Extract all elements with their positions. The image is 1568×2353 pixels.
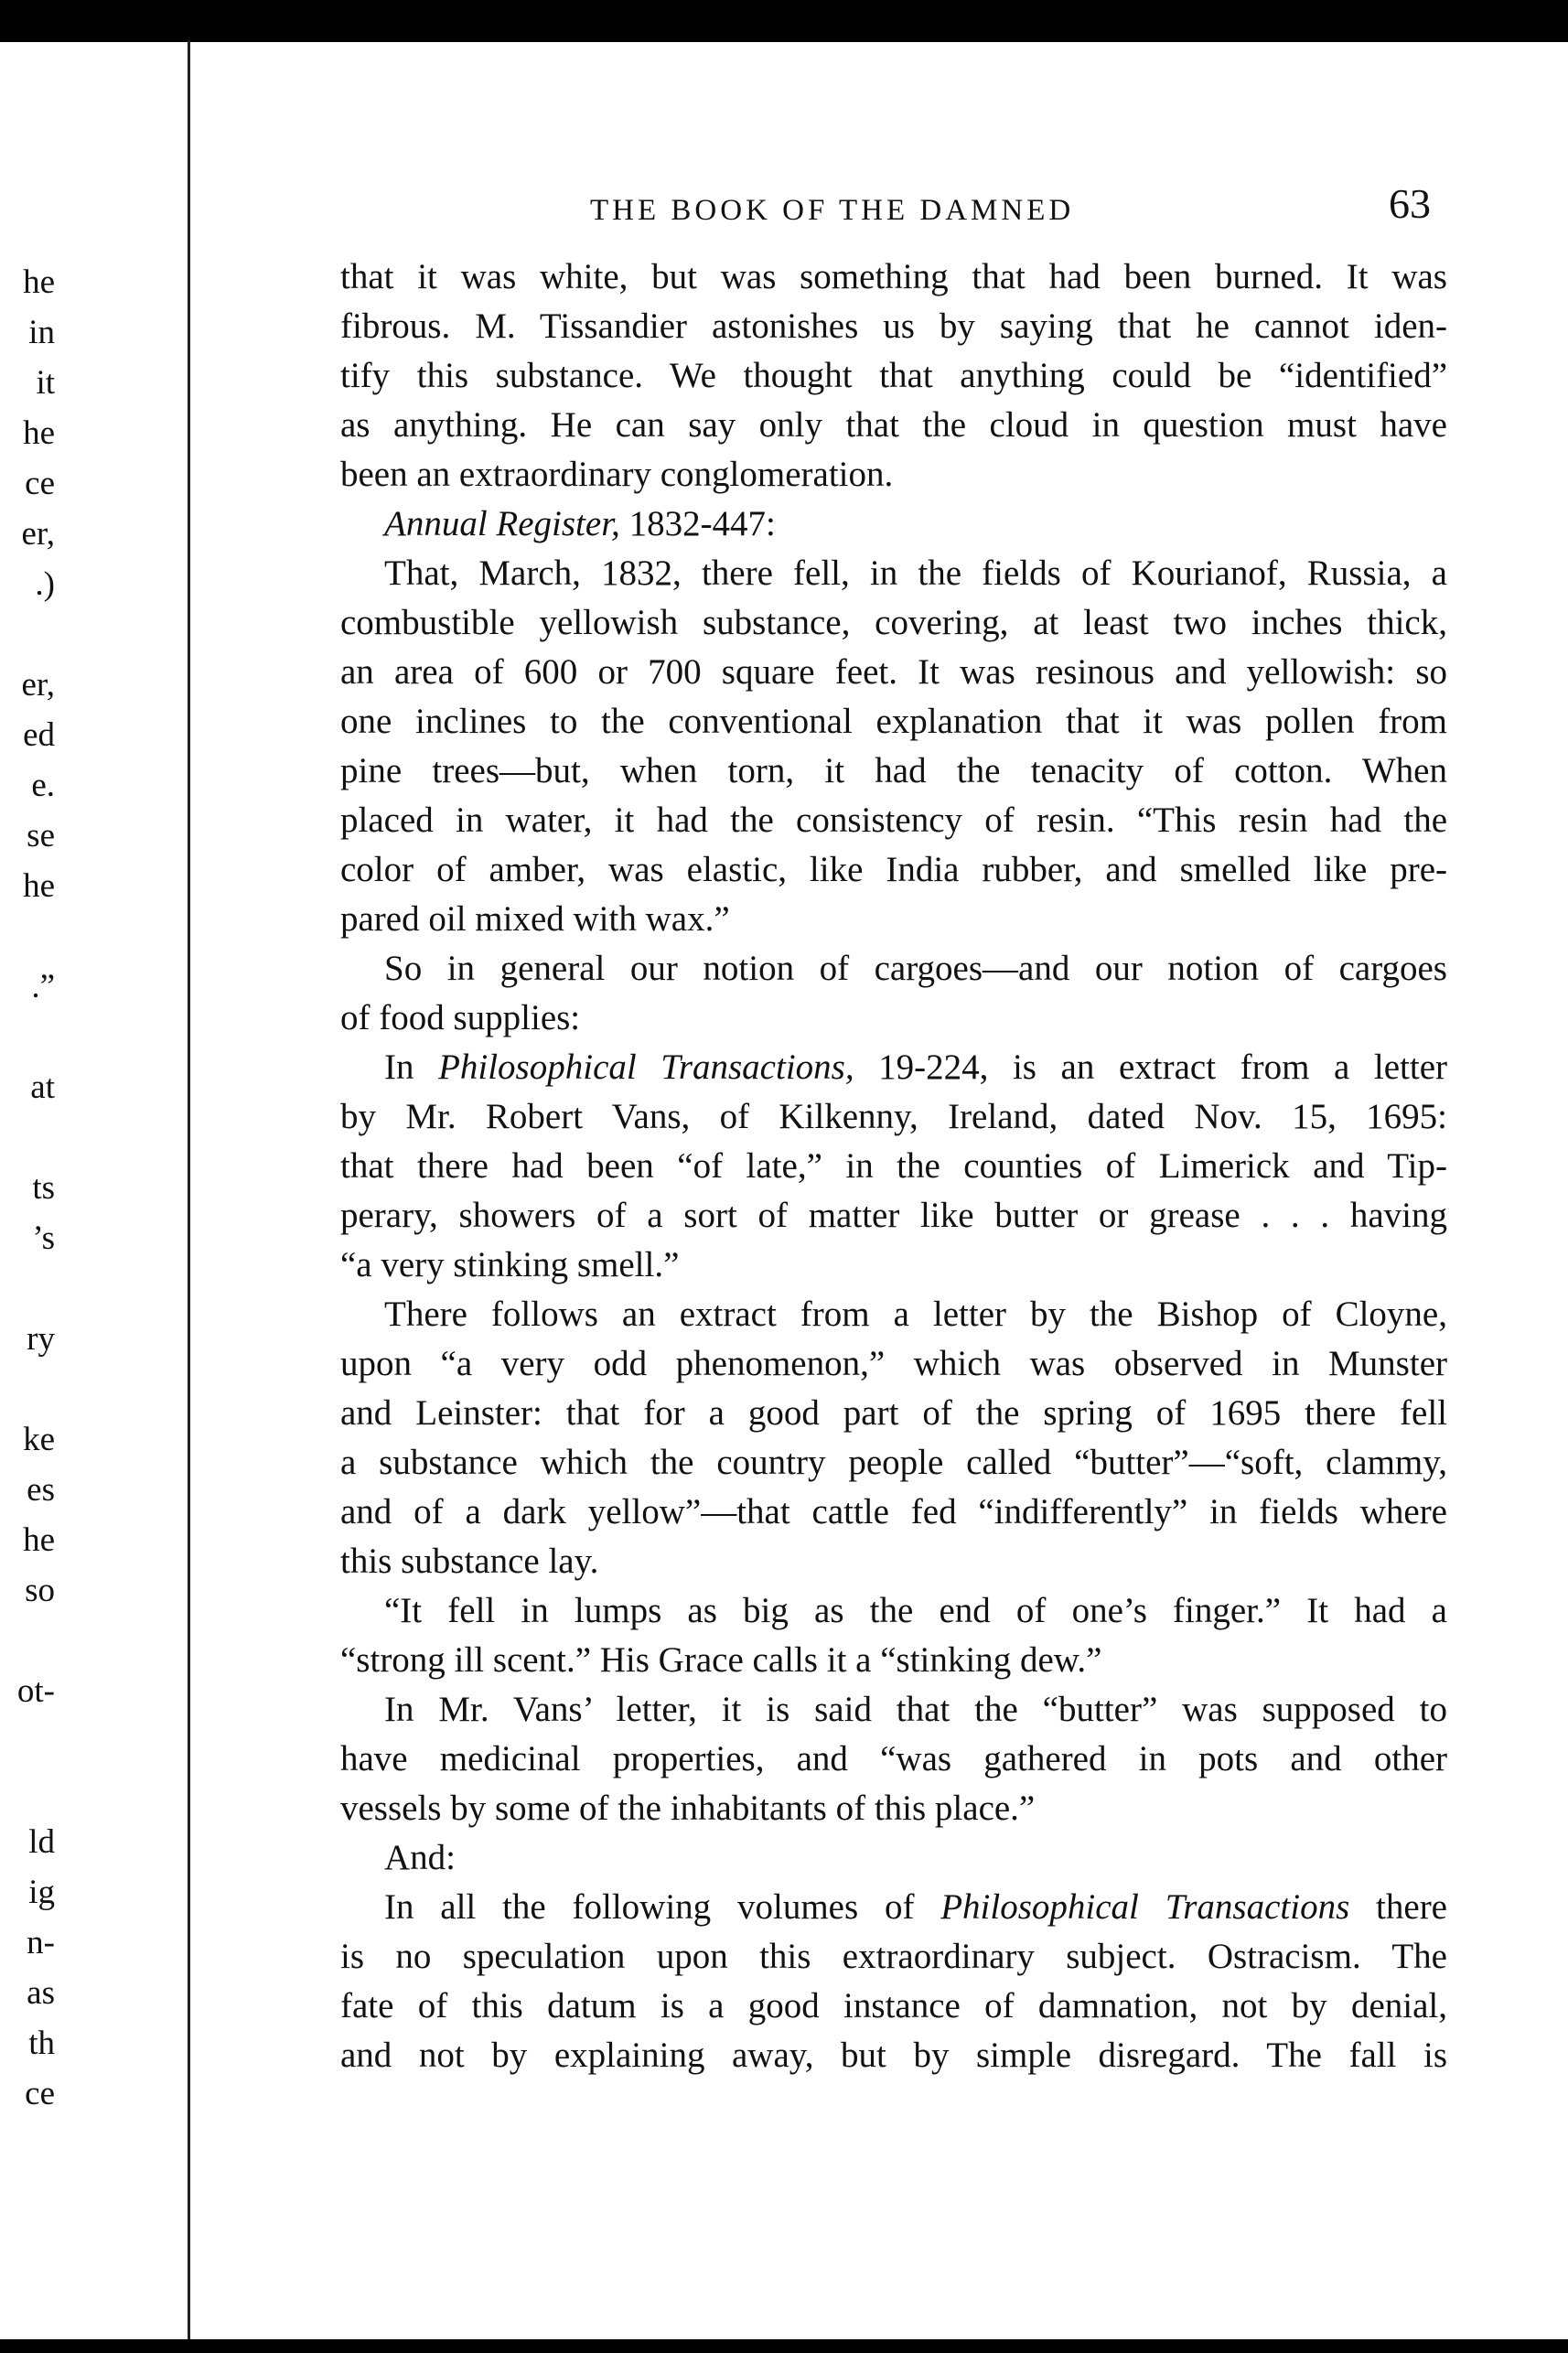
- text-run: that it was white, but was something that had been burned. It was: [340, 257, 1447, 296]
- text-run: pine trees—but, when torn, it had the tenacity of cotton. When: [340, 751, 1447, 790]
- facing-page-fragment-text: ts: [32, 1169, 55, 1207]
- text-run: and not by explaining away, but by simple disregard. The fall is: [340, 2036, 1447, 2075]
- text-run: 1832-447:: [619, 504, 776, 543]
- text-line: [340, 1142, 1447, 1191]
- text-run: And:: [384, 1838, 456, 1877]
- text-line: [340, 1488, 1447, 1537]
- italic-title: Philosophical Transactions,: [438, 1048, 854, 1087]
- text-run: and Leinster: that for a good part of the spring of 1695 there fell: [340, 1393, 1447, 1433]
- facing-page-fragment-text: er,: [21, 666, 55, 704]
- facing-page-fragment-text: in: [28, 314, 55, 351]
- text-line: [340, 351, 1447, 401]
- facing-page-fragment-text: .”: [31, 968, 55, 1005]
- facing-page-fragment-text: he: [23, 1521, 55, 1559]
- text-run: been an extraordinary conglomeration.: [340, 455, 894, 494]
- text-run: is no speculation upon this extraordinary subject. Ostracism. The: [340, 1937, 1447, 1976]
- text-run: upon “a very odd phenomenon,” which was observed in Munster: [340, 1344, 1447, 1383]
- text-line: [340, 1290, 1447, 1339]
- facing-page-fragment-text: at: [30, 1069, 55, 1106]
- facing-page-fragment-text: n-: [27, 1924, 55, 1961]
- text-run: combustible yellowish substance, covering, at least two inches thick,: [340, 603, 1447, 642]
- text-line: [340, 944, 1447, 994]
- text-run: In Mr. Vans’ letter, it is said that the “butter” was supposed to: [384, 1690, 1447, 1729]
- page-gutter-line: [188, 40, 190, 2346]
- facing-page-fragment-text: so: [25, 1572, 55, 1609]
- text-run: In: [384, 1048, 439, 1087]
- facing-page-fragment-text: ry: [27, 1320, 55, 1358]
- text-run: 19-224, is an extract from a letter: [854, 1048, 1447, 1087]
- text-line: [340, 2031, 1447, 2080]
- text-line: [340, 1636, 1447, 1685]
- text-line: [340, 1191, 1447, 1241]
- facing-page-fragment-text: ce: [25, 465, 55, 502]
- text-run: That, March, 1832, there fell, in the fields of Kourianof, Russia, a: [384, 553, 1447, 593]
- text-line: [340, 252, 1447, 302]
- text-run: one inclines to the conventional explanation that it was pollen from: [340, 702, 1447, 741]
- text-line: [340, 1537, 1447, 1586]
- text-run: have medicinal properties, and “was gathered in pots and other: [340, 1739, 1447, 1778]
- text-line: [340, 1241, 1447, 1290]
- text-line: [340, 1092, 1447, 1142]
- text-run: pared oil mixed with wax.”: [340, 899, 730, 939]
- text-run: “a very stinking smell.”: [340, 1245, 680, 1284]
- text-run: of food supplies:: [340, 998, 581, 1037]
- text-line: [340, 845, 1447, 895]
- facing-page-fragment-text: er,: [21, 515, 55, 553]
- text-line: [340, 697, 1447, 747]
- text-run: an area of 600 or 700 square feet. It was resinous and yellowish: so: [340, 652, 1447, 692]
- text-line: [340, 450, 1447, 500]
- facing-page-fragment-text: ’s: [32, 1219, 55, 1257]
- text-run: a substance which the country people called “butter”—“soft, clammy,: [340, 1443, 1447, 1482]
- facing-page-fragment-text: th: [28, 2025, 55, 2062]
- text-line: [340, 1438, 1447, 1488]
- facing-page-fragment-text: e.: [31, 767, 55, 804]
- text-line: [340, 500, 1447, 549]
- facing-page-fragment-text: ig: [28, 1874, 55, 1911]
- facing-page-fragment-text: he: [23, 867, 55, 905]
- text-run: In all the following volumes of: [384, 1887, 941, 1927]
- facing-page-fragment-text: se: [27, 817, 55, 854]
- text-line: [340, 1586, 1447, 1636]
- text-run: fibrous. M. Tissandier astonishes us by saying that he cannot iden-: [340, 306, 1447, 346]
- text-run: that there had been “of late,” in the counties of Limerick and Tip-: [340, 1146, 1447, 1186]
- facing-page-fragment-text: ke: [23, 1421, 55, 1458]
- text-line: [340, 895, 1447, 944]
- text-line: [340, 1735, 1447, 1784]
- text-line: [340, 1784, 1447, 1833]
- text-run: There follows an extract from a letter by the Bishop of Cloyne,: [384, 1295, 1447, 1334]
- text-line: [340, 1982, 1447, 2031]
- text-line: [340, 1833, 1447, 1883]
- page-number: 63: [1389, 180, 1431, 227]
- italic-title: Annual Register,: [384, 504, 620, 543]
- text-run: this substance lay.: [340, 1542, 599, 1581]
- facing-page-fragment-text: ld: [28, 1823, 55, 1861]
- facing-page-fragment-text: it: [36, 364, 55, 402]
- facing-page-fragment-text: as: [27, 1974, 55, 2012]
- text-line: [340, 994, 1447, 1043]
- text-run: by Mr. Robert Vans, of Kilkenny, Ireland, dated Nov. 15, 1695:: [340, 1097, 1447, 1136]
- text-run: vessels by some of the inhabitants of this place.”: [340, 1789, 1036, 1828]
- text-line: [340, 302, 1447, 351]
- text-line: [340, 747, 1447, 796]
- text-run: “strong ill scent.” His Grace calls it a “stinking dew.”: [340, 1640, 1102, 1680]
- body-text: [340, 252, 1447, 2080]
- text-run: perary, showers of a sort of matter like butter or grease . . . having: [340, 1196, 1447, 1235]
- text-run: placed in water, it had the consistency of resin. “This resin had the: [340, 800, 1447, 840]
- text-run: So in general our notion of cargoes—and our notion of cargoes: [384, 949, 1447, 988]
- facing-page-fragment-text: ot-: [16, 1672, 55, 1710]
- facing-page-fragment: [0, 0, 55, 2353]
- text-run: there: [1349, 1887, 1447, 1927]
- text-line: [340, 1389, 1447, 1438]
- text-line: [340, 648, 1447, 697]
- text-line: [340, 1043, 1447, 1092]
- text-line: [340, 1883, 1447, 1932]
- text-run: tify this substance. We thought that anything could be “identified”: [340, 356, 1447, 395]
- text-line: [340, 796, 1447, 845]
- text-line: [340, 1932, 1447, 1982]
- facing-page-fragment-text: .): [35, 565, 55, 603]
- facing-page-fragment-text: ed: [23, 716, 55, 754]
- text-line: [340, 549, 1447, 598]
- text-run: “It fell in lumps as big as the end of one’s finger.” It had a: [384, 1591, 1447, 1630]
- scan-bottom-border: [0, 2339, 1568, 2353]
- text-run: as anything. He can say only that the cloud in question must have: [340, 405, 1447, 445]
- scan-top-border: [0, 0, 1568, 42]
- text-line: [340, 1339, 1447, 1389]
- facing-page-fragment-text: es: [27, 1471, 55, 1509]
- facing-page-fragment-text: ce: [25, 2075, 55, 2112]
- text-run: color of amber, was elastic, like India rubber, and smelled like pre-: [340, 850, 1447, 889]
- text-line: [340, 598, 1447, 648]
- text-run: and of a dark yellow”—that cattle fed “indifferently” in fields where: [340, 1492, 1447, 1531]
- text-run: fate of this datum is a good instance of damnation, not by denial,: [340, 1986, 1447, 2025]
- text-line: [340, 401, 1447, 450]
- italic-title: Philosophical Transactions: [940, 1887, 1350, 1927]
- facing-page-fragment-text: he: [23, 414, 55, 452]
- text-line: [340, 1685, 1447, 1735]
- facing-page-fragment-text: he: [23, 263, 55, 301]
- running-title: THE BOOK OF THE DAMNED: [590, 194, 1075, 227]
